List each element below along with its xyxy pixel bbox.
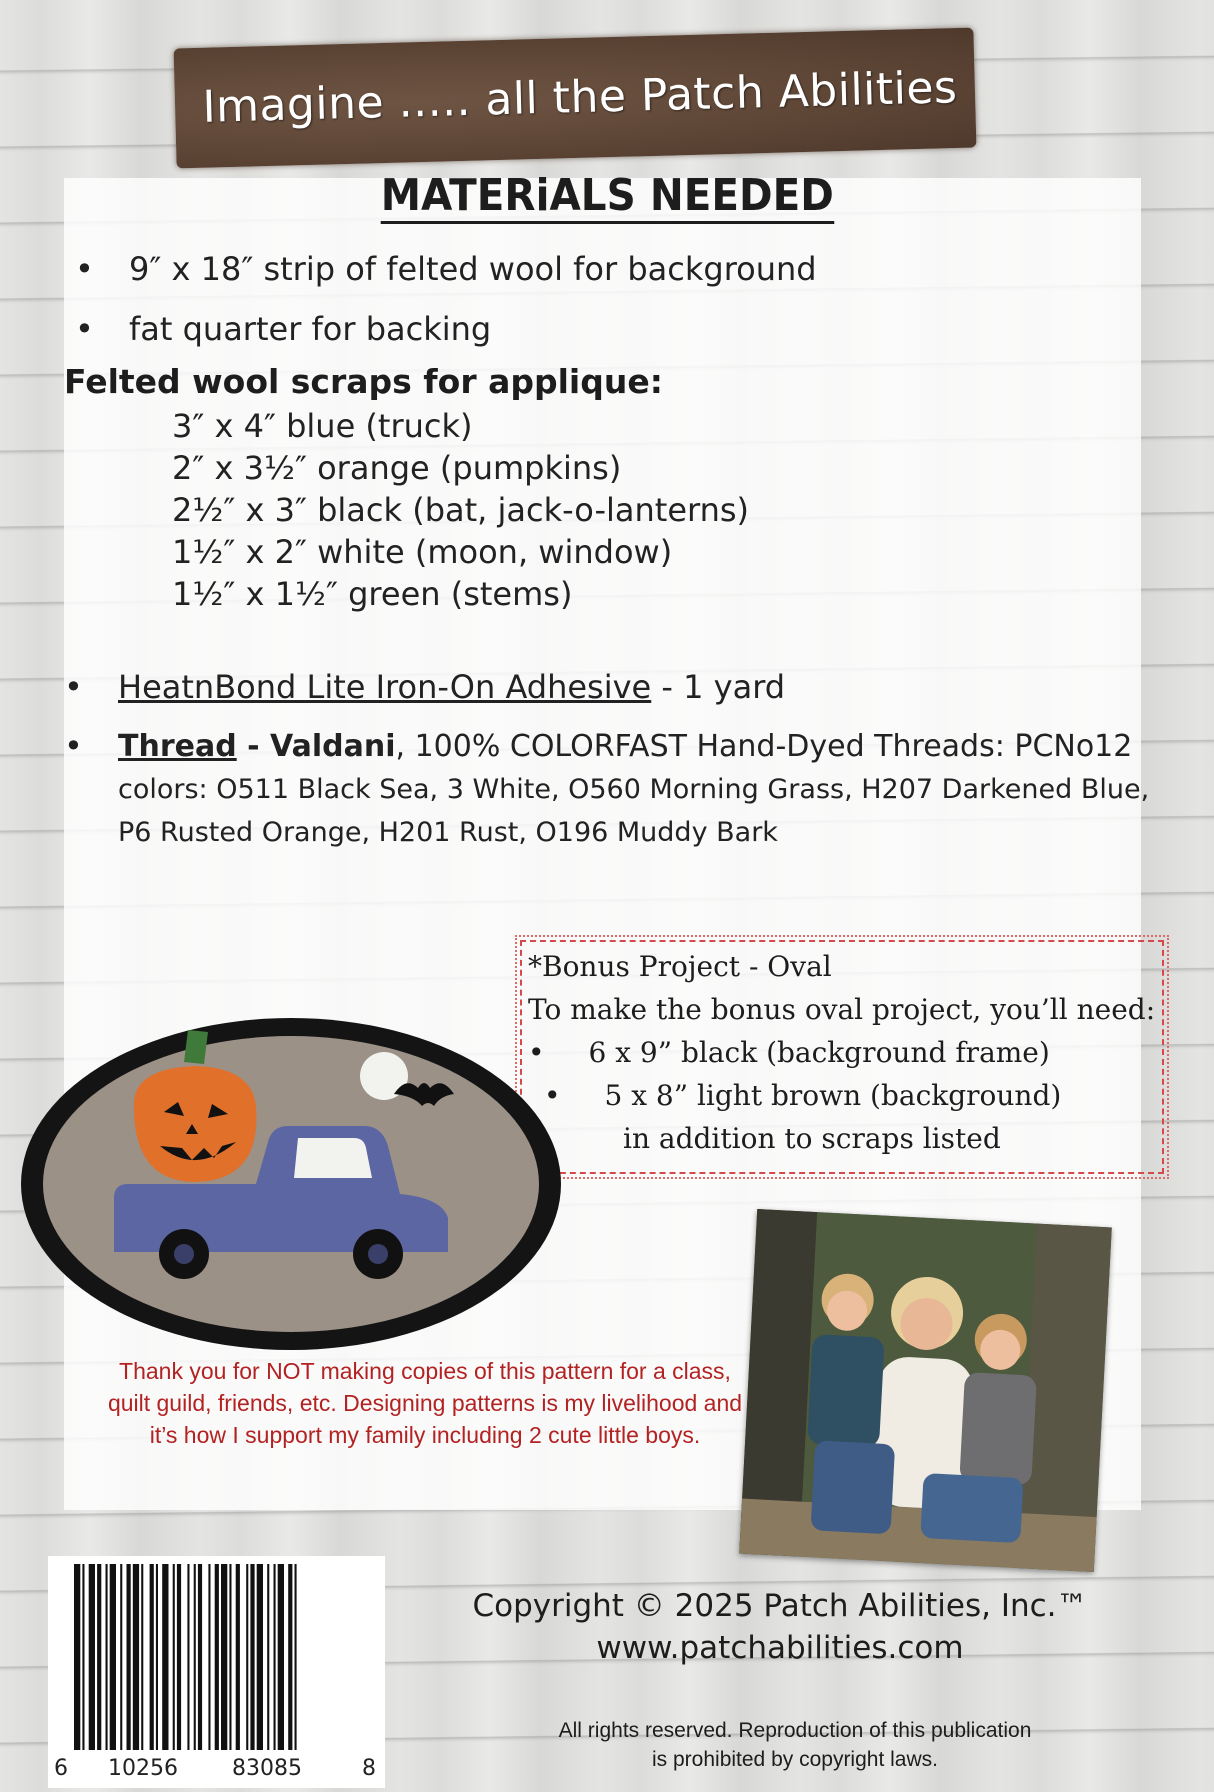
barcode-bar	[257, 1564, 263, 1750]
barcode-bar	[198, 1564, 202, 1750]
barcode-bar	[274, 1564, 276, 1750]
truck-window-shape	[294, 1138, 372, 1178]
bonus-item-text: in addition to scraps listed	[623, 1122, 1001, 1155]
barcode-bar	[82, 1564, 84, 1750]
bonus-item	[528, 1074, 1168, 1117]
page-title-text: MATERiALS NEEDED	[380, 170, 833, 224]
bullet-icon: •	[528, 1036, 545, 1069]
barcode-bar	[120, 1564, 122, 1750]
rights-notice	[470, 1716, 1120, 1774]
thread-colors-line: colors: O511 Black Sea, 3 White, O560 Morning Grass, H207 Darkened Blue,	[118, 774, 1150, 805]
barcode-bar	[162, 1564, 168, 1750]
adhesive-link[interactable]: HeatnBond Lite Iron-On Adhesive	[118, 668, 652, 706]
barcode-bar	[221, 1564, 227, 1750]
barcode-bar	[127, 1564, 131, 1750]
photo-jeans-shape	[920, 1473, 1023, 1543]
barcode-bar	[156, 1564, 158, 1750]
pumpkin-stem-shape	[184, 1030, 208, 1064]
thread-description: , 100% COLORFAST Hand-Dyed Threads: PCNo12	[395, 729, 1133, 764]
barcode-bar	[74, 1564, 80, 1750]
barcode-bar	[141, 1564, 143, 1750]
barcode-bar	[177, 1564, 181, 1750]
adhesive-amount: - 1 yard	[651, 668, 786, 706]
thread-dash: -	[236, 729, 271, 764]
barcode-bar	[89, 1564, 95, 1750]
barcode-bar	[150, 1564, 154, 1750]
bonus-item	[528, 1031, 1168, 1074]
scrap-item: 1½″ x 1½″ green (stems)	[172, 575, 573, 613]
scrap-item: 2″ x 3½″ orange (pumpkins)	[172, 449, 622, 487]
banner-text: Imagine ..... all the Patch Abilities	[201, 62, 958, 133]
barcode-bar	[250, 1564, 254, 1750]
photo-jeans-shape	[811, 1440, 896, 1534]
barcode-digits: 10256	[108, 1756, 178, 1781]
scraps-heading: Felted wool scraps for applique:	[64, 362, 663, 401]
photo-boy-shirt-shape	[959, 1372, 1037, 1486]
bonus-box	[528, 945, 1168, 1160]
barcode-bar	[288, 1564, 292, 1750]
bonus-item-text: 5 x 8” light brown (background)	[604, 1079, 1062, 1112]
list-item-text: 9″ x 18″ strip of felted wool for background	[129, 250, 817, 288]
rights-line: All rights reserved. Reproduction of this publication	[558, 1719, 1032, 1742]
rights-line: is prohibited by copyright laws.	[652, 1748, 938, 1771]
bonus-item-text: 6 x 9” black (background frame)	[588, 1036, 1050, 1069]
barcode-bar	[173, 1564, 175, 1750]
barcode-bar	[208, 1564, 210, 1750]
thread-brand: Valdani	[270, 729, 396, 764]
barcode-bar	[194, 1564, 196, 1750]
scraps-list	[172, 405, 749, 615]
pumpkin-shape	[134, 1066, 257, 1182]
barcode-bar	[278, 1564, 284, 1750]
barcode-bar	[215, 1564, 219, 1750]
barcode-bar	[246, 1564, 248, 1750]
thread-link[interactable]: Thread	[118, 729, 237, 764]
family-photo-illustration	[739, 1209, 1112, 1572]
scrap-item: 3″ x 4″ blue (truck)	[172, 407, 473, 445]
photo-boy-shirt-shape	[807, 1334, 885, 1448]
barcode-bar	[187, 1564, 189, 1750]
barcode-digit: 6	[54, 1756, 68, 1781]
website-link[interactable]: www.patchabilities.com	[596, 1630, 964, 1666]
barcode-bar	[133, 1564, 139, 1750]
bonus-title: *Bonus Project - Oval	[528, 950, 832, 983]
truck-hubcap-shape	[174, 1244, 194, 1264]
copyright-block	[395, 1585, 1165, 1669]
oval-project-image	[16, 1012, 566, 1357]
bullet-icon: •	[64, 668, 83, 706]
barcode-bar	[295, 1564, 297, 1750]
bonus-intro: To make the bonus oval project, you’ll need:	[528, 993, 1156, 1026]
thread-colors-line: P6 Rusted Orange, H201 Rust, O196 Muddy Bark	[118, 817, 778, 848]
barcode-bars	[48, 1556, 385, 1788]
adhesive-text	[118, 668, 785, 706]
barcode-bar	[110, 1564, 116, 1750]
page-title	[0, 170, 1214, 224]
barcode-bar	[106, 1564, 108, 1750]
truck-hubcap-shape	[368, 1244, 388, 1264]
oval-project-illustration	[16, 1012, 566, 1357]
barcode	[48, 1556, 385, 1788]
barcode-bar	[236, 1564, 240, 1750]
barcode-digit: 8	[362, 1756, 376, 1781]
scrap-item: 2½″ x 3″ black (bat, jack-o-lanterns)	[172, 491, 750, 529]
bullet-icon: •	[544, 1079, 561, 1112]
barcode-bar	[97, 1564, 101, 1750]
barcode-bar	[229, 1564, 231, 1750]
barcode-bar	[267, 1564, 269, 1750]
copyright-text: Copyright © 2025 Patch Abilities, Inc.™	[472, 1588, 1088, 1624]
family-photo	[739, 1209, 1112, 1572]
list-item-text: fat quarter for backing	[129, 310, 492, 348]
barcode-digits: 83085	[232, 1756, 302, 1781]
bullet-icon: •	[75, 250, 94, 288]
thank-you-note: Thank you for NOT making copies of this pattern for a class, quilt guild, friends, etc. Designing patterns is my livelihood and it’s how I support my family including 2 cute little boys.	[107, 1358, 743, 1448]
bonus-item	[528, 1117, 1168, 1160]
bullet-icon: •	[75, 310, 94, 348]
bullet-icon: •	[64, 727, 83, 765]
scrap-item: 1½″ x 2″ white (moon, window)	[172, 533, 673, 571]
